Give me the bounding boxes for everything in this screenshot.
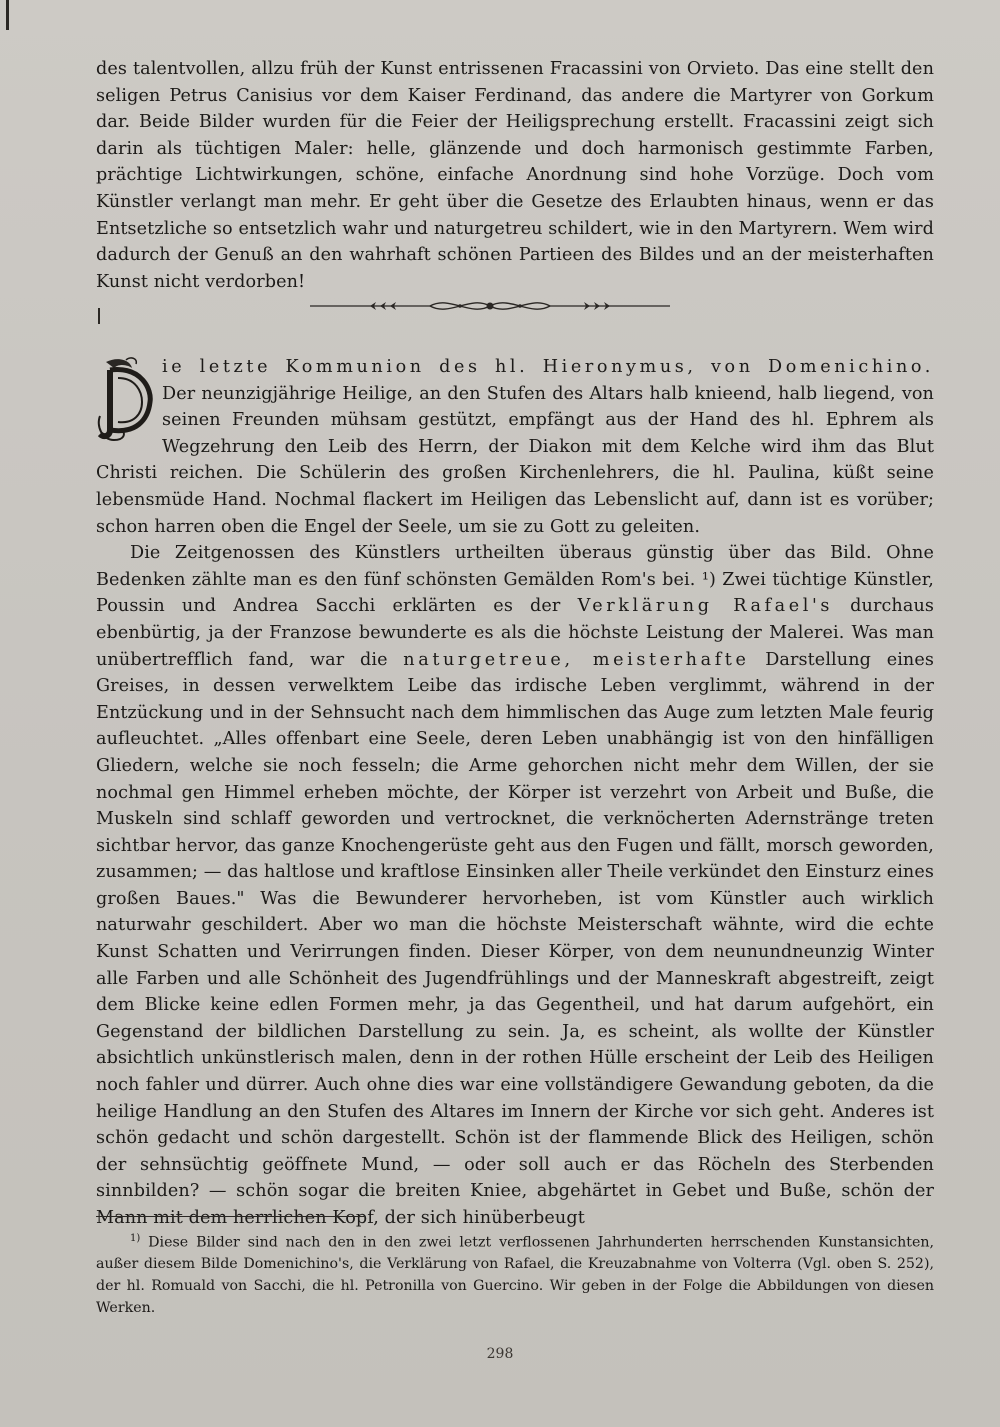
decorative-initial-d <box>96 356 154 442</box>
paragraph-fracassini: des talentvollen, allzu früh der Kunst entrissenen Fracassini von Orvieto. Das eine stellt den seligen Petrus Canisius vor dem Kaiser Ferdinand, das andere die Martyrer von Gorkum dar. Beide Bilder wurden für die Feier der Heiligsprechung erstellt. Fracassini zeigt sich darin als tüchtigen Maler: helle, glänzende und doch harmonisch gestimmte Farben, prächtige Lichtwirkungen, schöne, einfache Anordnung sind hohe Vorzüge. Doch vom Künstler verlangt man mehr. Er geht über die Gesetze des Erlaubten hinaus, wenn er das Entsetzliche so entsetzlich wahr und naturgetreu schildert, wie in den Martyrern. Wem wird dadurch der Genuß an den wahrhaft schönen Partieen des Bildes und an der meisterhaften Kunst nicht verdorben! <box>96 59 934 292</box>
paragraph-judgement <box>96 540 934 1231</box>
footnote-marker: 1) <box>130 1233 141 1244</box>
print-mark <box>98 308 100 324</box>
spaced-emphasis: naturgetreue, meisterhafte <box>403 649 750 670</box>
spaced-emphasis: Verklärung Rafael's <box>577 596 834 617</box>
section-heading: ie letzte Kommunion des hl. Hieronymus, von Domenichino. <box>162 357 934 377</box>
footnote <box>96 1228 934 1319</box>
text-segment: Darstellung eines Greises, in dessen verwelktem Leibe das irdische Leben verglimmt, während in der Entzückung und in der Sehnsucht nach dem himmlischen das Auge zum letzten Male feurig aufleuchtet. „Alles offenbart eine Seele, deren Leben unabhängig ist von den hinfälligen Gliedern, welche sie noch fesseln; die Arme gehorchen nicht mehr dem Willen, der sie nochmal gen Himmel erheben möchte, der Körper ist verzehrt von Arbeit und Buße, die Muskeln sind schlaff geworden und vertrocknet, die verknöcherten Adernstränge treten sichtbar hervor, das ganze Knochengerüste geht aus den Fugen und fällt, morsch geworden, zusammen; — das haltlose und kraftlose Einsinken aller Theile verkündet den Einsturz eines großen Baues." Was die Bewunderer hervorheben, ist vom Künstler auch wirklich naturwahr geschildert. Aber wo man die höchste Meisterschaft wähnte, wird die echte Kunst Schatten und Verirrungen finden. Dieser Körper, von dem neunundneunzig Winter alle Farben und alle Schönheit des Jugendfrühlings und der Manneskraft abgestreift, zeigt dem Blicke keine edlen Formen mehr, ja das Gegentheil, und hat darum aufgehört, ein Gegenstand der bildlichen Darstellung zu sein. Ja, es scheint, als wollte der Künstler absichtlich unkünstlerisch malen, denn in der rothen Hülle erscheint der Leib des Heiligen noch fahler und dürrer. Auch ohne dies war eine vollständigere Gewandung geboten, da die heilige Handlung an den Stufen des Altares im Innern der Kirche vor sich geht. Anderes ist schön gedacht und schön dargestellt. Schön ist der flammende Blick des Heiligen, schön der sehnsüchtig geöffnete Mund, — oder soll auch er das Röcheln des Sterbenden sinnbilden? — schön sogar die breiten Kniee, abgehärtet in Gebet und Buße, schön der Mann mit dem herrlichen Kopf, der sich hinüberbeugt <box>96 649 935 1228</box>
section-divider-ornament <box>310 293 670 319</box>
footnote-text: Diese Bilder sind nach den in den zwei letzt verflossenen Jahrhunderten herrschenden Kunstansichten, außer diesem Bilde Domenichino's, die Verklärung von Rafael, die Kreuzabnahme von Volterra (Vgl. oben S. 252), der hl. Romuald von Sacchi, die hl. Petronilla von Guercino. Wir geben in der Folge die Abbildungen von diesen Werken. <box>96 1234 934 1316</box>
section-domenichino <box>96 354 934 1232</box>
page-number: 298 <box>486 1346 514 1362</box>
text-segment: durchaus ebenbürtig, ja der Franzose bewunderte es als die höchste Leistung der Malerei. Was man unübertrefflich fand, war die <box>96 596 934 670</box>
paragraph-domenichino-intro <box>96 354 934 540</box>
text-segment: Die Zeitgenossen des Künstlers urtheilten überaus günstig über das Bild. Ohne Bedenken zählte man es den fünf schönsten Gemälden Rom's bei. ¹) Zwei tüchtige Künstler, Poussin und Andrea Sacchi erklärten es der <box>96 543 934 617</box>
paragraph-text: Der neunzigjährige Heilige, an den Stufen des Altars halb knieend, halb liegend, von seinen Freunden mühsam gestützt, empfängt aus der Hand des hl. Ephrem als Wegzehrung den Leib des Herrn, der Diakon mit dem Kelche wird ihm das Blut Christi reichen. Die Schülerin des großen Kirchenlehrers, die hl. Paulina, küßt seine lebensmüde Hand. Nochmal flackert im Heiligen das Lebenslicht auf, dann ist es vorüber; schon harren oben die Engel der Seele, um sie zu Gott zu geleiten. <box>96 383 934 537</box>
print-mark <box>6 0 9 30</box>
footnote-rule <box>96 1216 364 1217</box>
